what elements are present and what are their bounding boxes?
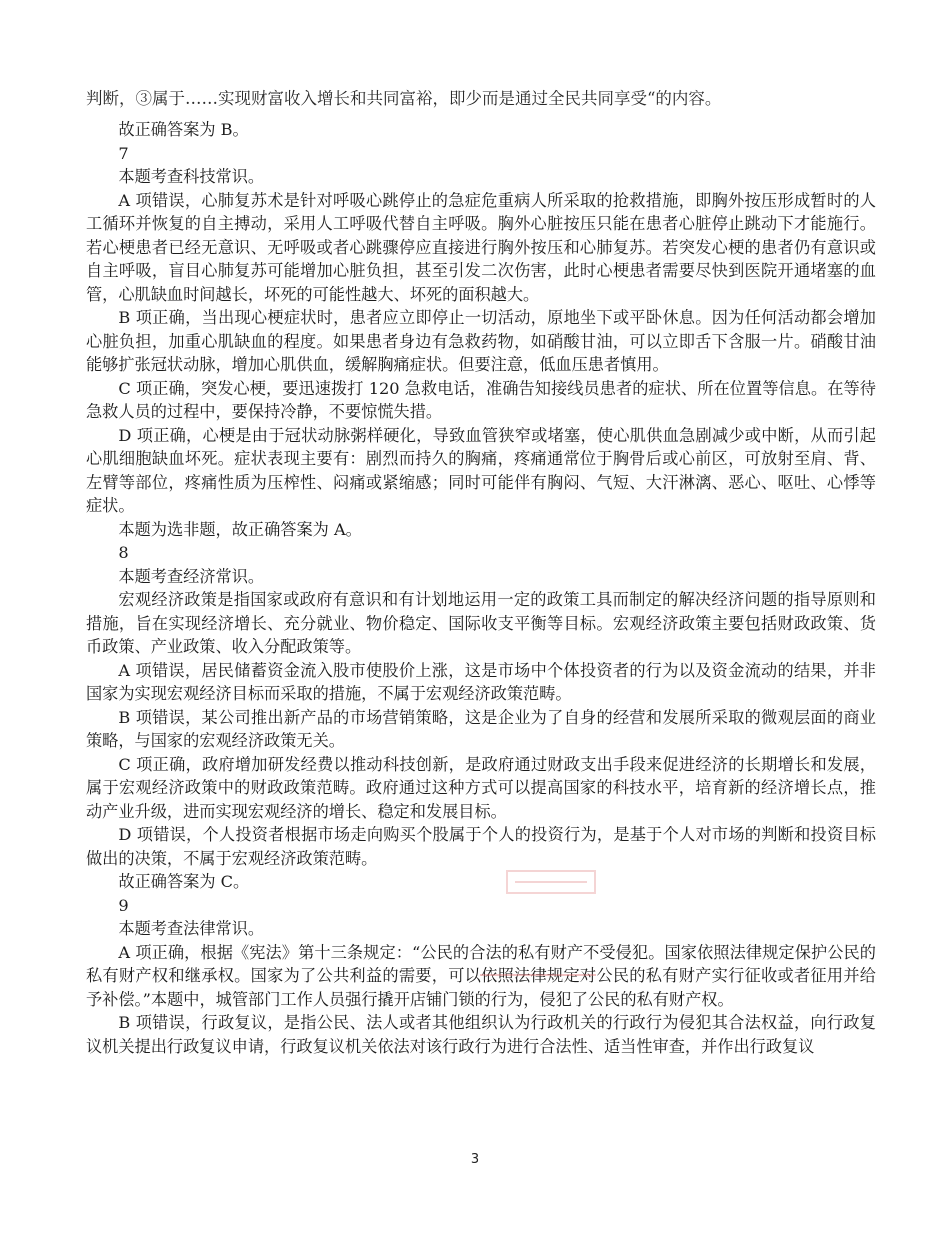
answer-explanations [86, 118, 876, 1058]
paragraph: C 项正确，突发心梗，要迅速拨打 120 急救电话，准确告知接线员患者的症状、所在位置等信息。在等待急救人员的过程中，要保持冷静，不要惊慌失措。 [86, 378, 876, 421]
faint-red-mark [478, 972, 598, 978]
paragraph: 宏观经济政策是指国家或政府有意识和有计划地运用一定的政策工具而制定的解决经济问题的指导原则和措施，旨在实现经济增长、充分就业、物价稳定、国际收支平衡等目标。宏观经济政策主要包括财政政策、货币政策、产业政策、收入分配政策等。 [86, 590, 876, 656]
paragraph: 本题考查法律常识。 [118, 919, 265, 938]
question-number: 9 [118, 895, 129, 915]
paragraph: A 项错误，居民储蓄资金流入股市使股价上涨，这是市场中个体投资者的行为以及资金流动的结果，并非国家为实现宏观经济目标而采取的措施，不属于宏观经济政策范畴。 [86, 660, 876, 703]
cut-off-text-line: 判断，③属于……实现财富收入增长和共同富裕，即少而是通过全民共同享受“的内容。 [86, 89, 722, 108]
faint-stamp-mark [505, 865, 597, 899]
paragraph: B 项正确，当出现心梗症状时，患者应立即停止一切活动，原地坐下或平卧休息。因为任何活动都会增加心脏负担，加重心肌缺血的程度。如果患者身边有急救药物，如硝酸甘油，可以立即舌下含服一片。硝酸甘油能够扩张冠状动脉，增加心肌供血，缓解胸痛症状。但要注意，低血压患者慎用。 [86, 308, 876, 374]
paragraph: C 项正确，政府增加研发经费以推动科技创新，是政府通过财政支出手段来促进经济的长期增长和发展，属于宏观经济政策中的财政政策范畴。政府通过这种方式可以提高国家的科技水平，培育新的经济增长点，推动产业升级，进而实现宏观经济的增长、稳定和发展目标。 [86, 754, 876, 821]
paragraph: 本题为选非题，故正确答案为 A。 [118, 519, 362, 539]
paragraph: A 项错误，心肺复苏术是针对呼吸心跳停止的急症危重病人所采取的抢救措施，即胸外按压形成暂时的人工循环并恢复的自主搏动，采用人工呼吸代替自主呼吸。胸外心脏按压只能在患者心脏停止跳动下才能施行。若心梗患者已经无意识、无呼吸或者心跳骤停应直接进行胸外按压和心肺复苏。若突发心梗的患者仍有意识或自主呼吸，盲目心肺复苏可能增加心脏负担，甚至引发二次伤害，此时心梗患者需要尽快到医院开通堵塞的血管，心肌缺血时间越长，坏死的可能性越大、坏死的面积越大。 [86, 190, 876, 304]
question-number: 8 [118, 543, 129, 562]
question-number: 7 [118, 143, 129, 163]
paragraph: 本题考查科技常识。 [118, 167, 265, 186]
paragraph: 本题考查经济常识。 [118, 566, 265, 586]
paragraph: B 项错误，行政复议，是指公民、法人或者其他组织认为行政机关的行政行为侵犯其合法权益，向行政复议机关提出行政复议申请，行政复议机关依法对该行政行为进行合法性、适当性审查，并作出行政复议 [86, 1013, 876, 1056]
paragraph: D 项错误，个人投资者根据市场走向购买个股属于个人的投资行为，是基于个人对市场的判断和投资目标做出的决策，不属于宏观经济政策范畴。 [86, 825, 876, 868]
paragraph: A 项正确，根据《宪法》第十三条规定：“公民的合法的私有财产不受侵犯。国家依照法律规定保护公民的私有财产权和继承权。国家为了公共利益的需要，可以依照法律规定对公民的私有财产实行征收或者征用并给予补偿。”本题中，城管部门工作人员强行撬开店铺门锁的行为，侵犯了公民的私有财产权。 [86, 942, 876, 1009]
paragraph: B 项错误，某公司推出新产品的市场营销策略，这是企业为了自身的经营和发展所采取的微观层面的商业策略，与国家的宏观经济政策无关。 [86, 707, 876, 750]
paragraph: 故正确答案为 C。 [118, 872, 250, 891]
paragraph: D 项正确，心梗是由于冠状动脉粥样硬化，导致血管狭窄或堵塞，使心肌供血急剧减少或中断，从而引起心肌细胞缺血坏死。症状表现主要有：剧烈而持久的胸痛，疼痛通常位于胸骨后或心前区，可放射至肩、背、左臂等部位，疼痛性质为压榨性、闷痛或紧缩感；同时可能伴有胸闷、气短、大汗淋漓、恶心、呕吐、心悸等症状。 [86, 425, 876, 515]
paragraph: 故正确答案为 B。 [118, 120, 249, 139]
page-number: 3 [470, 1152, 480, 1167]
